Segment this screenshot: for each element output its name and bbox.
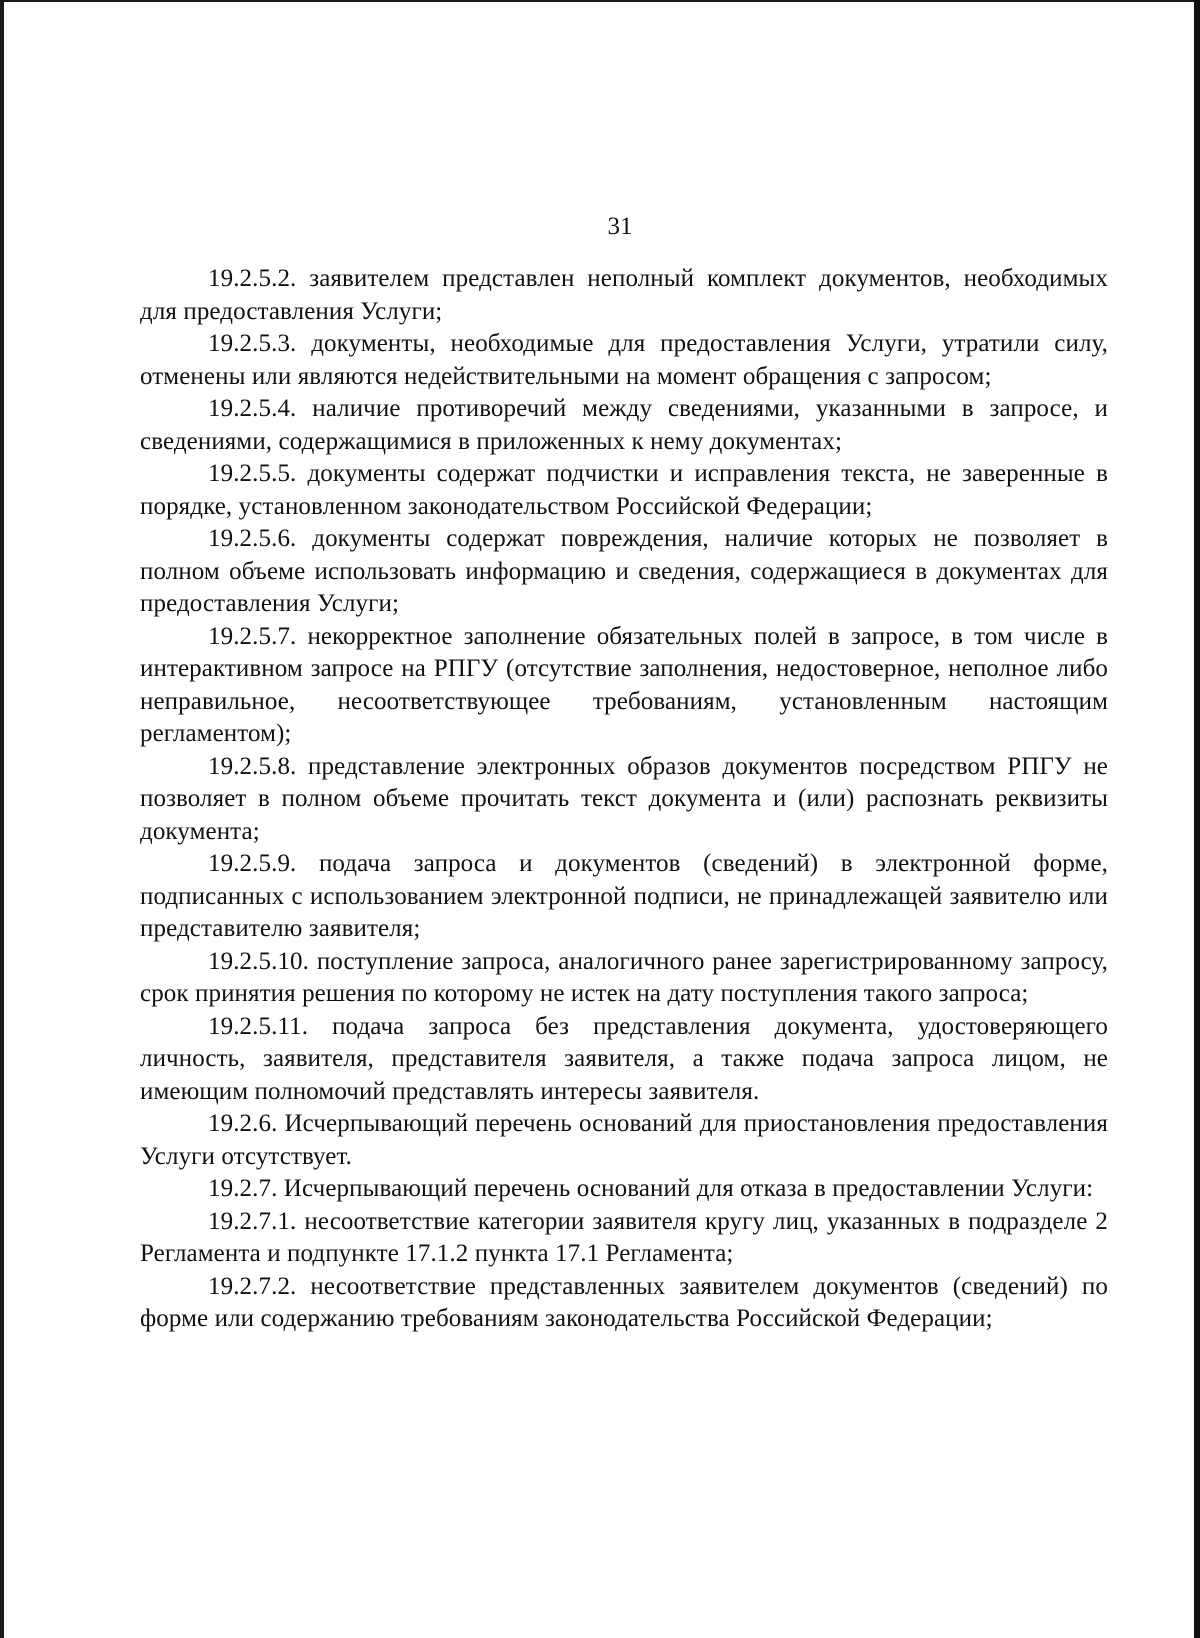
paragraph-19-2-7-1: 19.2.7.1. несоответствие категории заявителя кругу лиц, указанных в подразделе 2 Регламента и подпункте 17.1.2 пункта 17.1 Регламента; xyxy=(140,1207,1108,1267)
scan-top-edge xyxy=(0,0,1200,2)
paragraph-19-2-5-9: 19.2.5.9. подача запроса и документов (сведений) в электронной форме, подписанных с использованием электронной подписи, не принадлежащей заявителю или представителю заявителя; xyxy=(140,850,1108,942)
scan-left-edge xyxy=(0,0,4,1638)
paragraph-19-2-5-11: 19.2.5.11. подача запроса без представления документа, удостоверяющего личность, заявителя, представителя заявителя, а также подача запроса лицом, не имеющим полномочий представлять интересы заявителя. xyxy=(140,1012,1108,1105)
body-text xyxy=(140,263,1108,1336)
paragraph-19-2-7-2: 19.2.7.2. несоответствие представленных заявителем документов (сведений) по форме или содержанию требованиям законодательства Российской Федерации; xyxy=(140,1272,1108,1332)
paragraph-19-2-5-7: 19.2.5.7. некорректное заполнение обязательных полей в запросе, в том числе в интерактивном запросе на РПГУ (отсутствие заполнения, недостоверное, неполное либо неправильное, несоответствующее требованиям, установленным настоящим регламентом); xyxy=(140,622,1108,747)
paragraph-19-2-5-3: 19.2.5.3. документы, необходимые для предоставления Услуги, утратили силу, отменены или являются недействительными на момент обращения с запросом; xyxy=(140,330,1108,390)
paragraph-19-2-6: 19.2.6. Исчерпывающий перечень оснований для приостановления предоставления Услуги отсутствует. xyxy=(140,1110,1108,1170)
paragraph-19-2-5-5: 19.2.5.5. документы содержат подчистки и исправления текста, не заверенные в порядке, установленном законодательством Российской Федерации; xyxy=(140,460,1108,520)
paragraph-19-2-5-10: 19.2.5.10. поступление запроса, аналогичного ранее зарегистрированному запросу, срок принятия решения по которому не истек на дату поступления такого запроса; xyxy=(140,947,1108,1007)
scan-right-edge xyxy=(1194,0,1200,1638)
paragraph-19-2-5-4: 19.2.5.4. наличие противоречий между сведениями, указанными в запросе, и сведениями, содержащимися в приложенных к нему документах; xyxy=(140,395,1108,455)
paragraph-19-2-7: 19.2.7. Исчерпывающий перечень оснований для отказа в предоставлении Услуги: xyxy=(208,1175,1094,1202)
paragraph-19-2-5-2: 19.2.5.2. заявителем представлен неполный комплект документов, необходимых для предоставления Услуги; xyxy=(140,265,1108,325)
paragraph-19-2-5-6: 19.2.5.6. документы содержат повреждения, наличие которых не позволяет в полном объеме использовать информацию и сведения, содержащиеся в документах для предоставления Услуги; xyxy=(140,525,1108,617)
page-number: 31 xyxy=(607,213,633,240)
paragraph-19-2-5-8: 19.2.5.8. представление электронных образов документов посредством РПГУ не позволяет в полном объеме прочитать текст документа и (или) распознать реквизиты документа; xyxy=(140,752,1108,845)
